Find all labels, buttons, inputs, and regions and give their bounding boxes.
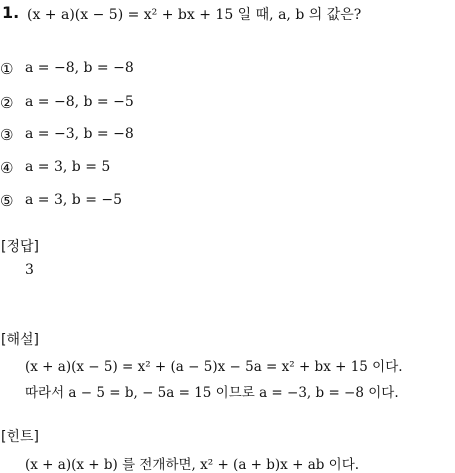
question-text: (x + a)(x − 5) = x² + bx + 15 일 때, a, b 의 값은? [27,7,362,23]
explanation-line-2: 따라서 a − 5 = b, − 5a = 15 이므로 a = −3, b = −8 이다. [25,385,399,401]
option-text: a = 3, b = −5 [25,192,123,208]
answer-title: [정답] [1,239,39,255]
option-marker: ③ [0,126,14,144]
explanation-title: [해설] [1,332,39,348]
option-text: a = −3, b = −8 [25,126,134,142]
option-text: a = −8, b = −5 [25,94,134,110]
option-marker: ① [0,60,14,78]
option-marker: ⑤ [0,192,14,210]
hint-line-1: (x + a)(x + b) 를 전개하면, x² + (a + b)x + ab 이다. [25,457,360,473]
option-text: a = 3, b = 5 [25,159,111,175]
option-marker: ④ [0,159,14,177]
option-marker: ② [0,94,14,112]
question-number: 1. [2,3,20,22]
explanation-line-1: (x + a)(x − 5) = x² + (a − 5)x − 5a = x² + bx + 15 이다. [25,359,403,375]
answer-value: 3 [25,262,34,278]
hint-title: [힌트] [1,429,39,445]
option-text: a = −8, b = −8 [25,60,134,76]
